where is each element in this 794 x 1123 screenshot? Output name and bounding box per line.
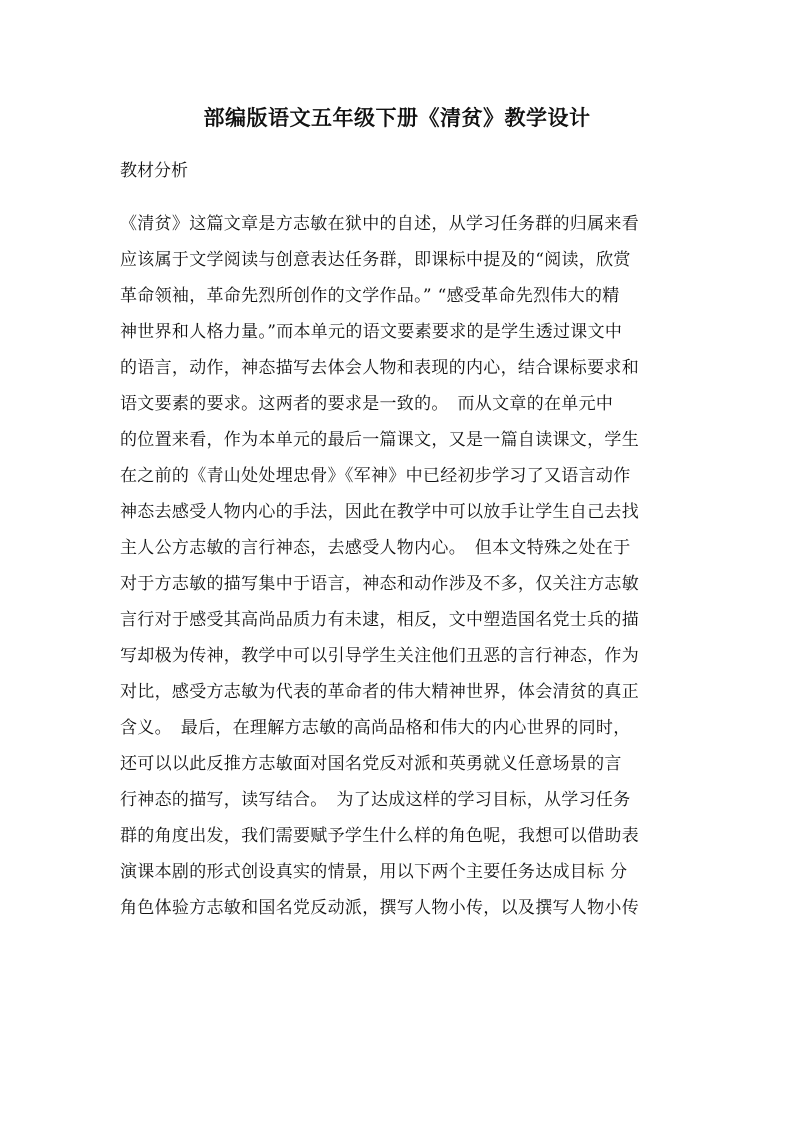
body-line: 主人公方志敏的言行神态，去感受人物内心。 但本文特殊之处在于: [120, 538, 631, 558]
body-line: 行神态的描写，读写结合。 为了达成这样的学习目标，从学习任务: [120, 790, 631, 810]
body-line: 应该属于文学阅读与创意表达任务群，即课标中提及的“阅读，欣赏: [120, 250, 631, 270]
body-line: 对于方志敏的描写集中于语言，神态和动作涉及不多，仅关注方志敏: [120, 574, 639, 594]
body-line: 《清贫》这篇文章是方志敏在狱中的自述，从学习任务群的归属来看: [120, 214, 639, 234]
body-line: 角色体验方志敏和国名党反动派，撰写人物小传，以及撰写人物小传: [120, 898, 639, 918]
body-line: 言行对于感受其高尚品质力有未逮，相反，文中塑造国名党士兵的描: [120, 610, 639, 630]
body-line: 革命领袖，革命先烈所创作的文学作品。” “感受革命先烈伟大的精: [120, 286, 620, 306]
body-line: 神态去感受人物内心的手法，因此在教学中可以放手让学生自己去找: [120, 502, 639, 522]
body-line: 对比，感受方志敏为代表的革命者的伟大精神世界，体会清贫的真正: [120, 682, 639, 702]
body-line: 演课本剧的形式创设真实的情景，用以下两个主要任务达成目标 分: [120, 862, 628, 882]
body-line: 在之前的《青山处处埋忠骨》《军神》中已经初步学习了又语言动作: [120, 466, 631, 486]
body-line: 还可以以此反推方志敏面对国名党反对派和英勇就义任意场景的言: [120, 754, 622, 774]
body-line: 的位置来看，作为本单元的最后一篇课文，又是一篇自读课文，学生: [120, 430, 639, 450]
section-heading: 教材分析: [120, 161, 188, 181]
body-line: 写却极为传神，教学中可以引导学生关注他们丑恶的言行神态，作为: [120, 646, 639, 666]
body-line: 语文要素的要求。这两者的要求是一致的。 而从文章的在单元中: [120, 394, 614, 414]
body-line: 含义。 最后，在理解方志敏的高尚品格和伟大的内心世界的同时，: [120, 718, 631, 738]
document-title: 部编版语文五年级下册《清贫》教学设计: [203, 105, 591, 130]
body-line: 群的角度出发，我们需要赋予学生什么样的角色呢，我想可以借助表: [120, 826, 639, 846]
body-line: 神世界和人格力量。”而本单元的语文要素要求的是学生透过课文中: [120, 322, 623, 342]
body-line: 的语言，动作，神态描写去体会人物和表现的内心，结合课标要求和: [120, 358, 639, 378]
